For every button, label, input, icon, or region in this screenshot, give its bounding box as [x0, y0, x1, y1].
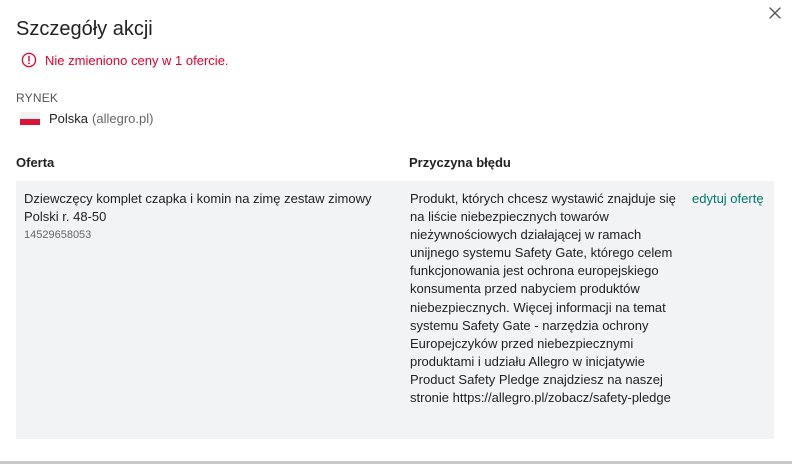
error-alert-text: Nie zmieniono ceny w 1 ofercie. [45, 52, 229, 68]
error-circle-icon [21, 52, 37, 68]
column-header-reason: Przyczyna błędu [409, 155, 511, 170]
dialog-title: Szczegóły akcji [16, 18, 153, 40]
table-header [16, 155, 774, 179]
market-country: Polska (allegro.pl) [49, 111, 154, 126]
market-row [20, 111, 153, 126]
market-domain: (allegro.pl) [92, 111, 154, 126]
close-button[interactable] [766, 4, 784, 22]
close-icon [769, 7, 781, 19]
error-alert [21, 52, 229, 68]
offer-id: 14529658053 [24, 229, 92, 241]
edit-offer-link[interactable]: edytuj ofertę [692, 191, 764, 206]
poland-flag-icon [20, 112, 40, 125]
offer-name: Dziewczęcy komplet czapka i komin na zimę zestaw zimowy Polski r. 48-50 [24, 191, 372, 224]
table-row [16, 181, 774, 439]
error-reason: Produkt, których chcesz wystawić znajduje się na liście niebezpiecznych towarów nieżywnościowych działającej w ramach unijnego systemu Safety Gate, którego celem funkcjonowania jest ochrona europejskiego konsumenta przed nabyciem produktów niebezpiecznych. Więcej informacji na temat systemu Safety Gate - narzędzia ochrony Europejczyków przed niebezpiecznymi produktami i udziału Allegro w inicjatywie Product Safety Pledge znajdziesz na naszej stronie https://allegro.pl/zobacz/safety-pledge [410, 191, 676, 406]
column-header-offer: Oferta [16, 155, 55, 170]
market-label: RYNEK [16, 91, 59, 105]
